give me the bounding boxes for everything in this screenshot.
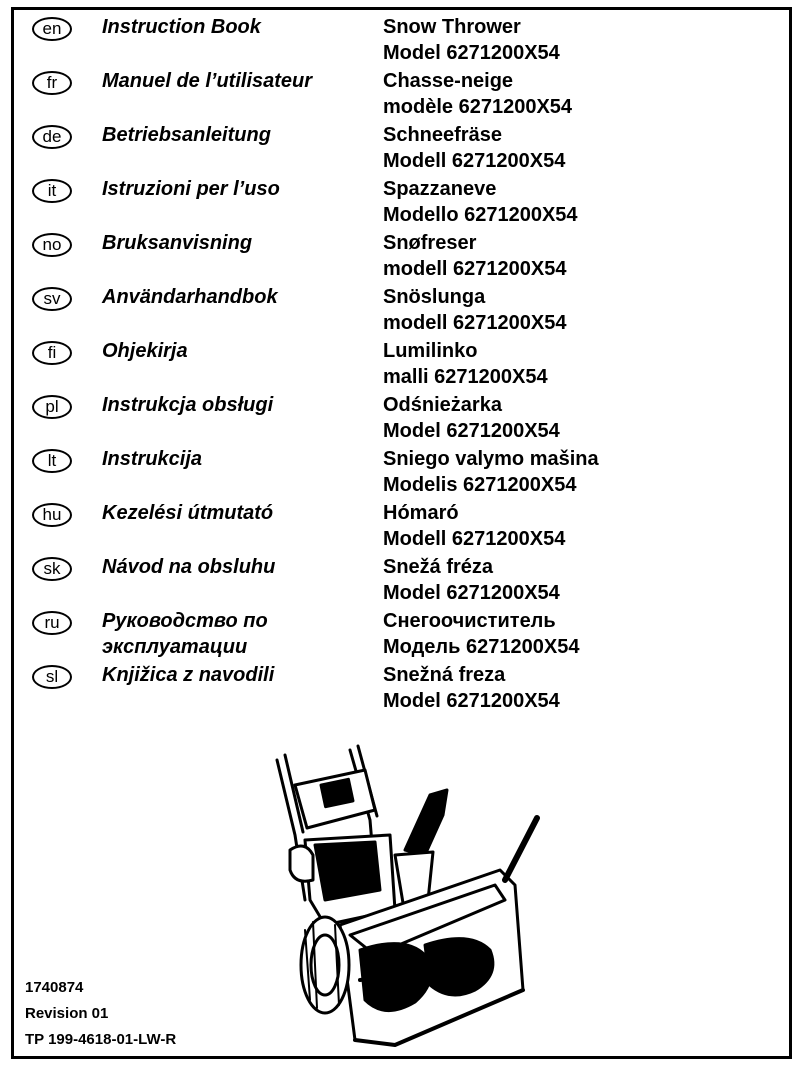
product-block bbox=[383, 284, 763, 336]
language-code-badge: pl bbox=[32, 395, 72, 419]
product-block bbox=[383, 176, 763, 228]
product-name: Schneefräse bbox=[383, 124, 502, 146]
language-code-badge: sv bbox=[32, 287, 72, 311]
model-number: Modello 6271200X54 bbox=[383, 204, 578, 226]
language-code-badge: it bbox=[32, 179, 72, 203]
language-code-badge: ru bbox=[32, 611, 72, 635]
product-block bbox=[383, 554, 763, 606]
part-number: 1740874 bbox=[25, 979, 84, 996]
product-name: Chasse-neige bbox=[383, 70, 514, 92]
language-list bbox=[32, 14, 772, 716]
manual-title: Kezelési útmutató bbox=[102, 502, 274, 524]
manual-title: Instrukcja obsługi bbox=[102, 394, 274, 416]
model-number: Model 6271200X54 bbox=[383, 690, 560, 712]
model-number: malli 6271200X54 bbox=[383, 366, 548, 388]
manual-title: Användarhandbok bbox=[102, 286, 278, 308]
manual-title: Knjižica z navodili bbox=[102, 664, 275, 686]
product-name: Снегоочиститель bbox=[383, 610, 556, 632]
language-code-badge: hu bbox=[32, 503, 72, 527]
product-block bbox=[383, 446, 763, 498]
language-code-badge: sk bbox=[32, 557, 72, 581]
manual-title: Betriebsanleitung bbox=[102, 124, 271, 146]
model-number: modèle 6271200X54 bbox=[383, 96, 573, 118]
language-row-sl bbox=[32, 662, 772, 716]
language-row-en bbox=[32, 14, 772, 68]
product-name: Snežná freza bbox=[383, 664, 506, 686]
revision-label: Revision 01 bbox=[25, 1005, 109, 1022]
product-name: Sniego valymo mašina bbox=[383, 448, 599, 470]
product-name: Spazzaneve bbox=[383, 178, 497, 200]
language-code-badge: lt bbox=[32, 449, 72, 473]
model-number: Modell 6271200X54 bbox=[383, 150, 566, 172]
model-number: Model 6271200X54 bbox=[383, 420, 560, 442]
manual-title: Instruction Book bbox=[102, 16, 261, 38]
language-row-hu bbox=[32, 500, 772, 554]
manual-title: Istruzioni per l’uso bbox=[102, 178, 280, 200]
product-name: Snežá fréza bbox=[383, 556, 494, 578]
language-code-badge: en bbox=[32, 17, 72, 41]
manual-title: Ohjekirja bbox=[102, 340, 188, 362]
model-number: Model 6271200X54 bbox=[383, 42, 560, 64]
model-number: Модель 6271200X54 bbox=[383, 636, 580, 658]
product-name: Lumilinko bbox=[383, 340, 478, 362]
model-number: Model 6271200X54 bbox=[383, 582, 560, 604]
language-row-de bbox=[32, 122, 772, 176]
manual-title: Bruksanvisning bbox=[102, 232, 253, 254]
model-number: Modell 6271200X54 bbox=[383, 528, 566, 550]
language-code-badge: fr bbox=[32, 71, 72, 95]
product-block bbox=[383, 662, 763, 714]
model-number: modell 6271200X54 bbox=[383, 312, 567, 334]
language-code-badge: no bbox=[32, 233, 72, 257]
language-row-sv bbox=[32, 284, 772, 338]
manual-title: Manuel de l’utilisateur bbox=[102, 70, 313, 92]
tp-code: TP 199-4618-01-LW-R bbox=[25, 1031, 177, 1048]
product-block bbox=[383, 392, 763, 444]
model-number: modell 6271200X54 bbox=[383, 258, 567, 280]
language-code-badge: fi bbox=[32, 341, 72, 365]
product-name: Snøfreser bbox=[383, 232, 477, 254]
product-block bbox=[383, 608, 763, 660]
language-row-lt bbox=[32, 446, 772, 500]
language-code-badge: de bbox=[32, 125, 72, 149]
manual-title: Návod na obsluhu bbox=[102, 556, 276, 578]
manual-title: Руководство по эксплуатации bbox=[102, 610, 268, 658]
product-block bbox=[383, 338, 763, 390]
language-row-ru bbox=[32, 608, 772, 662]
product-name: Hómaró bbox=[383, 502, 459, 524]
product-block bbox=[383, 14, 763, 66]
language-row-sk bbox=[32, 554, 772, 608]
language-row-fr bbox=[32, 68, 772, 122]
product-name: Odśnieżarka bbox=[383, 394, 502, 416]
product-block bbox=[383, 230, 763, 282]
model-number: Modelis 6271200X54 bbox=[383, 474, 577, 496]
language-row-no bbox=[32, 230, 772, 284]
language-row-pl bbox=[32, 392, 772, 446]
product-block bbox=[383, 68, 763, 120]
product-block bbox=[383, 122, 763, 174]
snow-thrower-illustration bbox=[265, 740, 555, 1050]
language-row-fi bbox=[32, 338, 772, 392]
language-code-badge: sl bbox=[32, 665, 72, 689]
product-name: Snöslunga bbox=[383, 286, 486, 308]
manual-title: Instrukcija bbox=[102, 448, 203, 470]
product-block bbox=[383, 500, 763, 552]
language-row-it bbox=[32, 176, 772, 230]
product-name: Snow Thrower bbox=[383, 16, 521, 38]
document-info bbox=[25, 975, 176, 1053]
